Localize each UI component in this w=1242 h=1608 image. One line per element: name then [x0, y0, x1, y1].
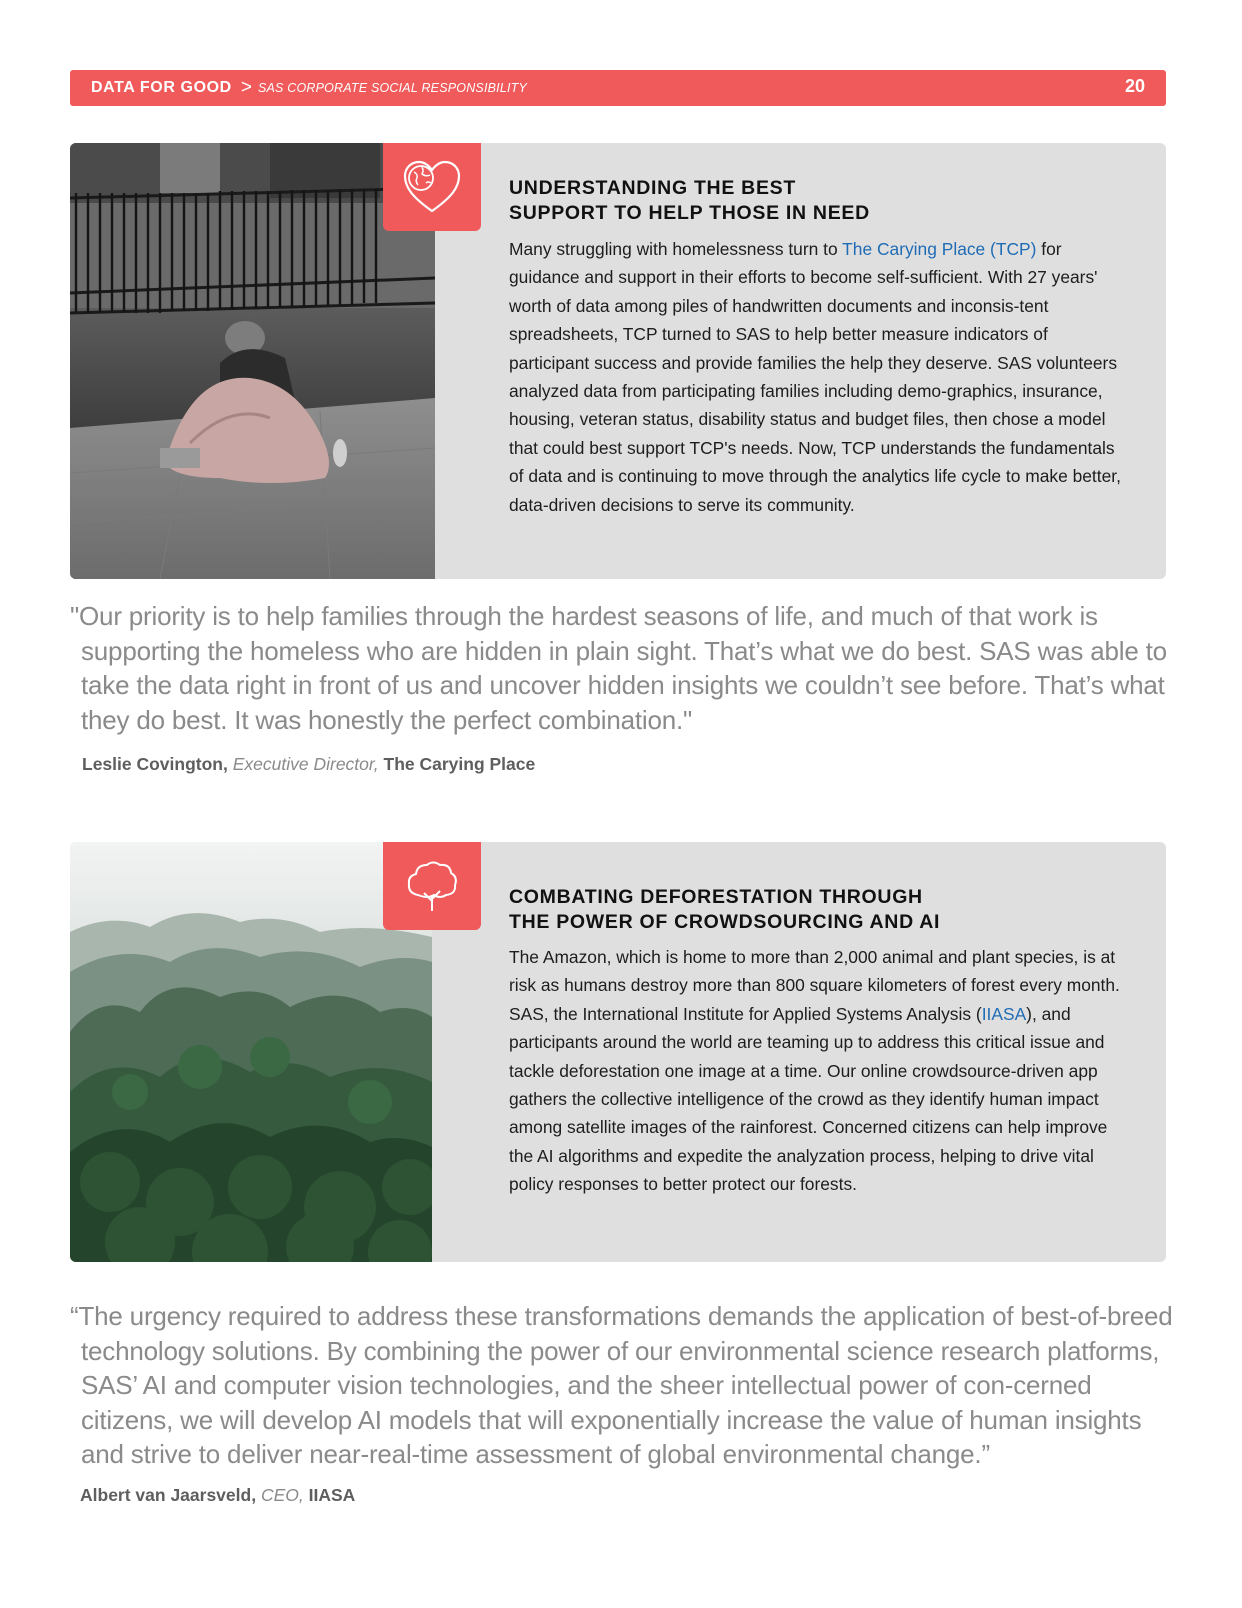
section2-attribution	[80, 1485, 355, 1506]
section2-quote: “The urgency required to address these transformations demands the application of best-of-breed technology solutions. By combining the power of our environmental science research platforms, SAS’ AI and computer vision technologies, and the sheer intellectual power of con-cerned citizens, we will develop AI models that will exponentially increase the value of human insights and strive to deliver near-real-time assessment of global environmental change.”	[70, 1301, 1173, 1469]
globe-heart-icon	[402, 159, 462, 215]
page-number: 20	[1124, 76, 1145, 96]
homeless-person-image	[70, 143, 435, 579]
iiasa-link[interactable]: IIASA	[981, 1003, 1027, 1024]
section2-attr-name: Albert van Jaarsveld,	[80, 1485, 257, 1505]
section2-attr-role: CEO,	[260, 1485, 304, 1505]
section1-body-post: for guidance and support in their efforts to become self-sufficient. With 27 years' worth of data among piles of handwritten documents and inconsis-tent spreadsheets, TCP turned to SAS to help better measure indicators of participant success and provide families the help they deserve. SAS volunteers analyzed data from participating families including demo-graphics, insurance, housing, veteran status, disability status and budget files, then chose a model that could best support TCP's needs. Now, TCP understands the fundamentals of data and is continuing to move through the analytics life cycle to make better, data-driven decisions to serve its community.	[509, 239, 1121, 515]
section2-body-post: ), and participants around the world are teaming up to address this critical issue and tackle deforestation one image at a time. Our online crowdsource-driven app gathers the collective intelligence of the crowd as they identify human impact among satellite images of the rainforest. Concerned citizens can help improve the AI algorithms and expedite the analyzation process, helping to drive vital policy responses to better protect our forests.	[509, 1003, 1108, 1195]
section2-title-line1: COMBATING DEFORESTATION THROUGH	[509, 886, 923, 908]
section1-body	[509, 235, 1129, 519]
tree-icon-box	[383, 842, 481, 930]
deforestation-card	[70, 842, 1166, 1262]
homeless-person-photo	[70, 143, 435, 579]
section1-title-line2: SUPPORT TO HELP THOSE IN NEED	[509, 202, 870, 224]
section2-attr-org: IIASA	[308, 1485, 356, 1505]
section1-body-pre: Many struggling with homelessness turn to	[509, 239, 843, 259]
rainforest-image	[70, 842, 432, 1262]
header-title: DATA FOR GOOD	[91, 79, 232, 96]
section1-title-line1: UNDERSTANDING THE BEST	[509, 177, 796, 199]
section1-attribution	[82, 754, 535, 775]
tree-icon	[404, 859, 460, 913]
section2-title	[509, 885, 940, 935]
section1-attr-role: Executive Director,	[232, 754, 379, 774]
header-separator: >	[240, 77, 252, 98]
section1-title	[509, 176, 870, 226]
section2-title-line2: THE POWER OF CROWDSOURCING AND AI	[509, 911, 941, 933]
section2-body-pre: The Amazon, which is home to more than 2,000 animal and plant species, is at risk as humans destroy more than 800 square kilometers of forest every month. SAS, the International Institute for Applied Systems Analysis (	[509, 947, 1120, 1024]
header-subtitle: SAS CORPORATE SOCIAL RESPONSIBILITY	[257, 81, 528, 95]
homelessness-card	[70, 143, 1166, 579]
tcp-link[interactable]: The Carying Place (TCP)	[842, 239, 1037, 259]
section1-attr-name: Leslie Covington,	[82, 754, 228, 774]
forest-photo	[70, 842, 432, 1262]
header-bar	[70, 70, 1166, 106]
globe-heart-icon-box	[383, 143, 481, 231]
section1-quote: "Our priority is to help families through the hardest seasons of life, and much of that work is supporting the homeless who are hidden in plain sight. That’s what we do best. SAS was able to take the data right in front of us and uncover hidden insights we couldn’t see before. That’s what they do best. It was honestly the perfect combination."	[70, 601, 1167, 735]
section1-attr-org: The Carying Place	[383, 754, 536, 774]
section2-body	[509, 943, 1129, 1199]
